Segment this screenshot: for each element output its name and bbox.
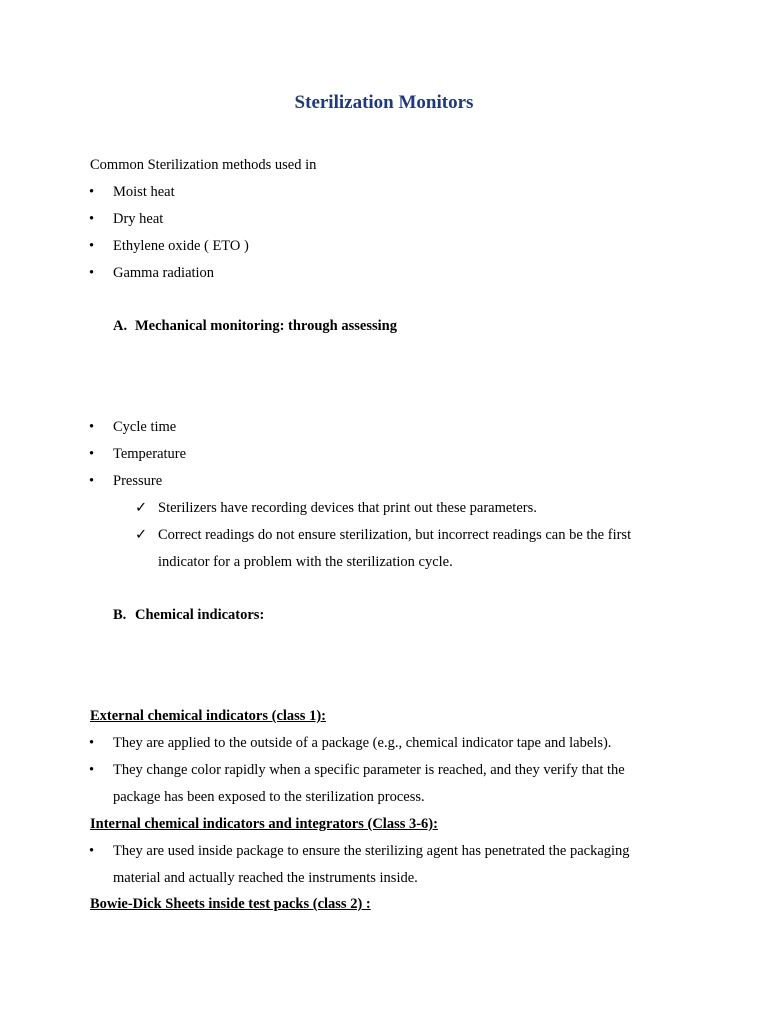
bullet-icon: • xyxy=(89,843,95,859)
document-title: Sterilization Monitors xyxy=(294,92,474,113)
bullet-icon: • xyxy=(89,238,95,254)
list-item-continuation: package has been exposed to the sterilization process. xyxy=(113,789,425,805)
document-page: Sterilization Monitors Common Sterilization methods used in • Moist heat • Dry heat • Ethylene oxide ( ETO ) • Gamma radiation A. Mechanical monitoring: through assessing • Cycle time • Temperature • Pressure ✓ Sterilizers have recording devices that print out these parameters. ✓ Correct readings do not ensure sterilization, but incorrect readings can be the first indicator for a problem with the sterilization cycle. B. Chemical indicators: External chemical indicators (class 1): • They are applied to the outside of a package (e.g., chemical indicator tape and labels). • They change color rapidly when a specific parameter is reached, and they verify that the package has been exposed to the sterilization process. Internal chemical indicators and integrators (Class 3-6): • They are used inside package to ensure the sterilizing agent has penetrated the packaging material and actually reached the instruments inside. Bowie-Dick Sheets inside test packs (class 2) : xyxy=(0,0,768,1024)
list-item-continuation: material and actually reached the instruments inside. xyxy=(113,870,418,886)
bullet-icon: • xyxy=(89,473,95,489)
bullet-icon: • xyxy=(89,184,95,200)
bullet-icon: • xyxy=(89,762,95,778)
external-indicators-heading: External chemical indicators (class 1): xyxy=(90,708,326,724)
checkmark-icon: ✓ xyxy=(135,527,148,543)
check-item-continuation: indicator for a problem with the sterilization cycle. xyxy=(158,554,453,570)
intro-text: Common Sterilization methods used in xyxy=(90,157,317,173)
bullet-icon: • xyxy=(89,735,95,751)
bullet-icon: • xyxy=(89,419,95,435)
internal-indicators-heading: Internal chemical indicators and integrators (Class 3-6): xyxy=(90,816,438,832)
checkmark-icon: ✓ xyxy=(135,500,148,516)
bullet-icon: • xyxy=(89,211,95,227)
bullet-icon: • xyxy=(89,446,95,462)
bowie-dick-heading: Bowie-Dick Sheets inside test packs (class 2) : xyxy=(90,896,371,912)
bullet-icon: • xyxy=(89,265,95,281)
